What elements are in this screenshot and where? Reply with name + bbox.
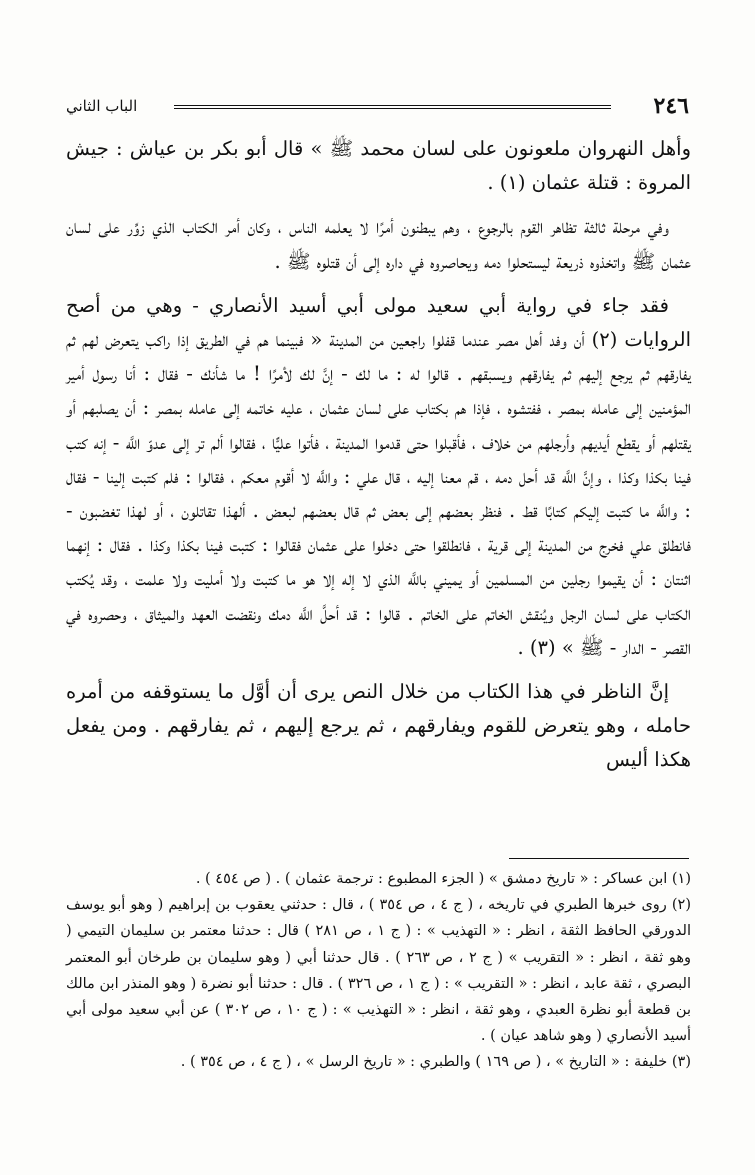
footnote: (٣) خليفة : « التاريخ » ، ( ص ١٦٩ ) والطبري : « تاريخ الرسل » ، ( ج ٤ ، ص ٣٥٤ ) . [180,1054,691,1071]
footnote: (٢) روى خبرها الطبري في تاريخه ، ( ج ٤ ، ص ٣٥٤ ) ، قال : حدثني يعقوب بن إبراهيم ( وهو أبو يوسف الدورقي الحافظ الثقة ، انظر : « التهذيب » : ( ج ١ ، ص ٢٨١ ) قال : حدثنا معتمر بن سليمان التيمي ( وهو ثقة ، انظر : « التقريب » ( ج ٢ ، ص ٢٦٣ ) . قال حدثنا أبي ( وهو سليمان بن طرخان أبو المعتمر البصري ، ثقة عابد ، انظر : « التقريب » : ( ج ١ ، ص ٣٢٦ ) . قال : حدثنا أبو نضرة ( وهو المنذر ابن مالك بن قطعة أبو نظرة العبدي ، وهو ثقة ، انظر : « التهذيب » : ( ج ١٠ ، ص ٣٠٢ ) عن أبي سعيد مولى أبي أسيد الأنصاري ( وهو شاهد عيان ) . [66,897,691,1045]
page-number: ٢٤٦ [653,93,689,119]
header-double-rule [174,105,611,109]
paragraph: وفي مرحلة ثالثة تظاهر القوم بالرجوع ، وهم يبطنون أمرًا لا يعلمه الناس ، وكان أمر الكتاب الذي زوِّر على لسان عثمان ﷺ واتخذوه ذريعة ليستحلوا دمه ويحاصروه في داره إلى أن قتلوه ﷺ . [66,215,691,273]
running-header [66,93,689,127]
paragraph: فقد جاء في رواية أبي سعيد مولى أبي أسيد الأنصاري - وهي من أصح الروايات (٢) أن وفد أهل مصر عندما قفلوا راجعين من المدينة « فبينما هم في الطريق إذا راكب يتعرض لهم ثم يفارقهم ثم يرجع إليهم ثم يفارقهم ويسبقهم . قالوا له : ما لك - إنَّ لك لأمرًا ! ما شأنك - فقال : أنا رسول أمير المؤمنين إلى عامله بمصر ، ففتشوه ، فإذا هم بكتاب على لسان عثمان ، عليه خاتمه إلى عامله بمصر : أن يصلبهم أو يقتلهم أو يقطع أيديهم وأرجلهم من خلاف ، فأقبلوا حتى قدموا المدينة ، فأتوا عليًّا ، فقالوا ألم تر إلى عدوّ اللَّه - إنه كتب فينا بكذا وكذا ، وإنَّ اللَّه قد أحل دمه ، قم معنا إليه ، قال علي : واللَّه لا أقوم معكم ، فقالوا : فلم كتبت إلينا - فقال : واللَّه ما كتبت إليكم كتابًا قط . فنظر بعضهم إلى بعض ثم قال بعضهم لبعض . ألهذا تقاتلون ، أو لهذا تغضبون - فانطلق علي فخرج من المدينة إلى قرية ، فانطلقوا حتى دخلوا على عثمان فقالوا : كتبت فينا بكذا وكذا . فقال : إنهما اثنتان : أن يقيموا رجلين من المسلمين أو يميني باللَّه الذي لا إله إلا هو ما كتبت ولا أمليت ولا علمت ، وقد يُكتب الكتاب على لسان الرجل ويُنقش الخاتم على الخاتم . قالوا : قد أحلَّ اللَّه دمك ونقضت العهد والميثاق ، وحصروه في القصر - الدار - ﷺ » (٣) . [66,293,691,659]
footnote: (١) ابن عساكر : « تاريخ دمشق » ( الجزء المطبوع : ترجمة عثمان ) . ( ص ٤٥٤ ) . [195,871,691,887]
chapter-title: الباب الثاني [66,97,138,115]
paragraph: وأهل النهروان ملعونون على لسان محمد ﷺ » قال أبو بكر بن عياش : جيش المروة : قتلة عثمان (١) . [66,137,691,195]
footnote-separator [509,858,689,859]
footnotes [66,866,691,1076]
paragraph: إنَّ الناظر في هذا الكتاب من خلال النص يرى أن أوَّل ما يستوقفه من أمره حامله ، وهو يتعرض للقوم ويفارقهم ، ثم يرجع إليهم ، ثم يفارقهم . ومن يفعل هكذا أليس [66,680,691,772]
main-text [66,132,691,778]
